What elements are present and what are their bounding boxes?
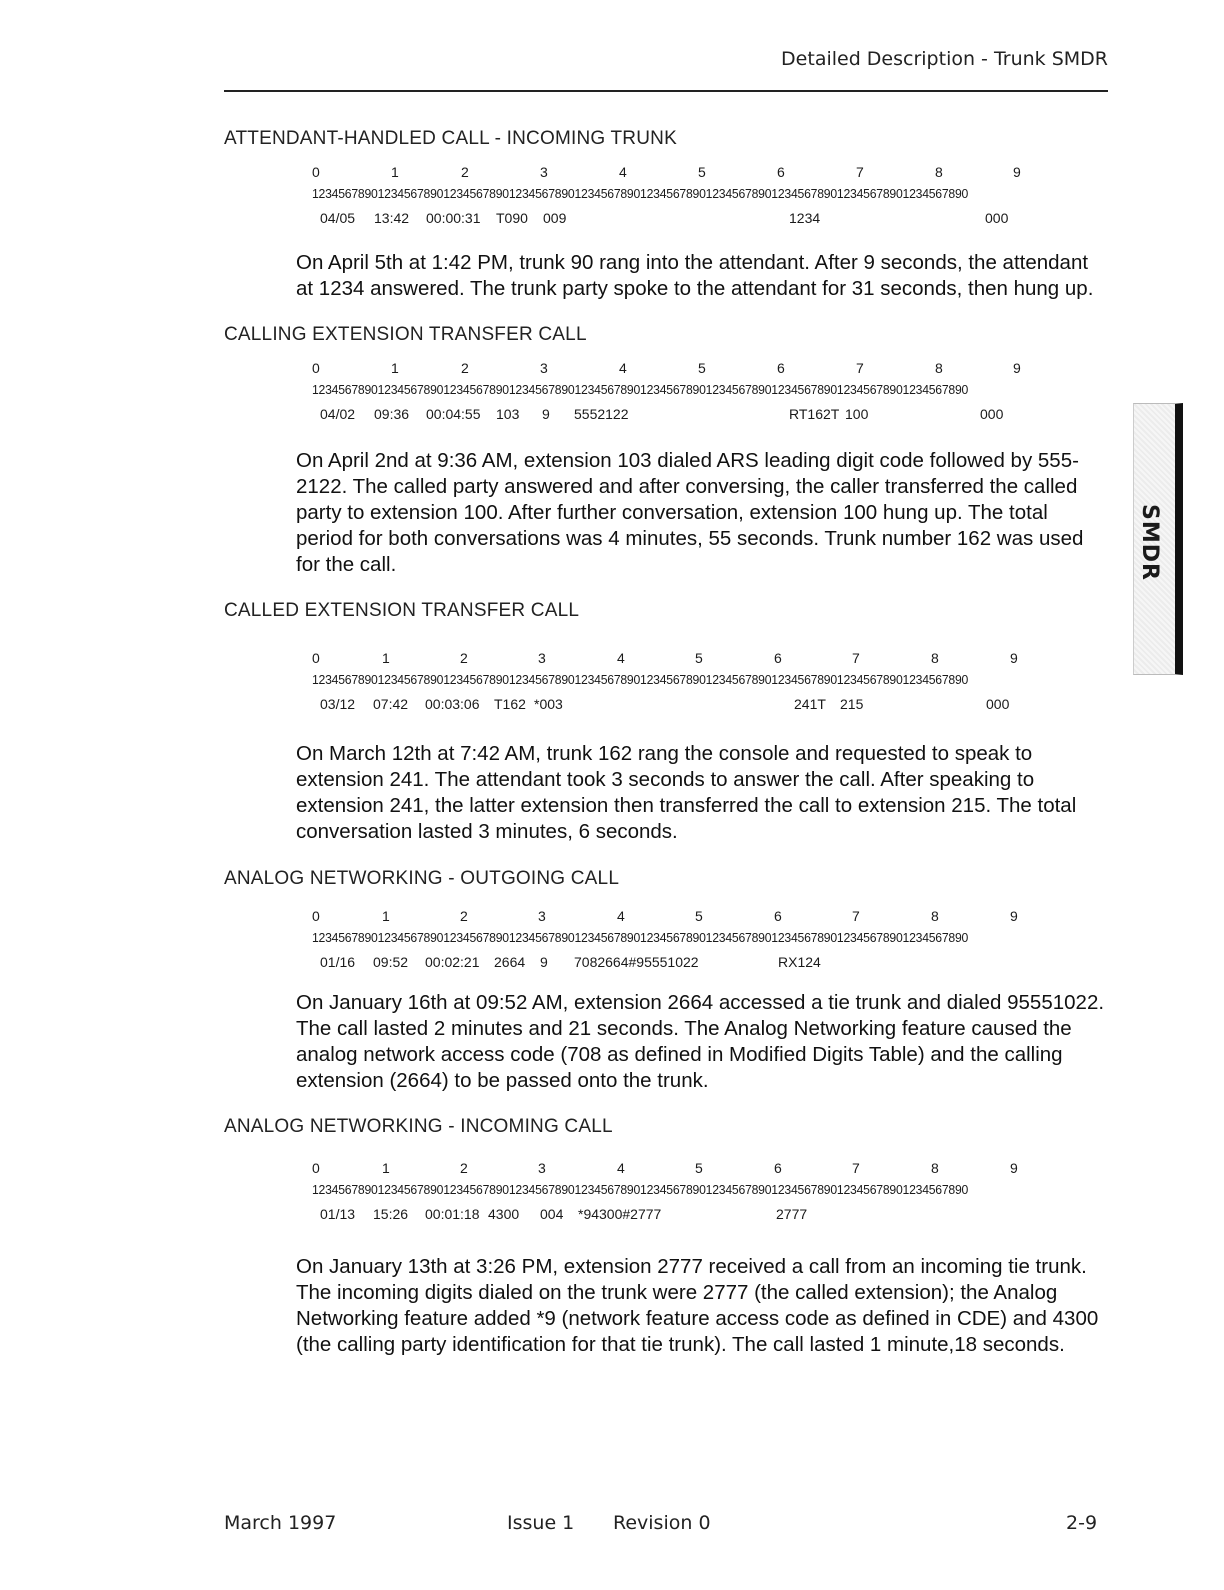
footer-issue: Issue 1 [507, 1512, 575, 1534]
ruler-line: 1234567890123456789012345678901234567890123456789012345678901234567890123456789012345678901234567890 [312, 930, 969, 945]
smdr-record [312, 164, 1032, 232]
side-tab [1133, 403, 1183, 675]
section-heading: ANALOG NETWORKING - OUTGOING CALL [224, 868, 620, 889]
smdr-record [312, 908, 1032, 976]
smdr-record [312, 1160, 1032, 1228]
section-heading: CALLED EXTENSION TRANSFER CALL [224, 600, 580, 621]
footer-date: March 1997 [224, 1512, 337, 1534]
page-number: 2-9 [1066, 1512, 1098, 1534]
footer-revision: Revision 0 [613, 1512, 711, 1534]
record-data: 04/02 09:36 00:04:55 103 9 5552122 RT162T 100 000 [320, 406, 1004, 422]
smdr-record [312, 650, 1032, 718]
ruler-digits: 0 1 2 3 4 5 6 7 8 9 [312, 908, 1018, 924]
section-paragraph: On January 13th at 3:26 PM, extension 2777 received a call from an incoming tie trunk. The incoming digits dialed on the trunk were 2777 (the called extension); the Analog Networking feature added *9 (network feature access code as defined in CDE) and 4300 (the calling party identification for that tie trunk). The call lasted 1 minute,18 seconds. [296, 1255, 1099, 1356]
smdr-record [312, 360, 1032, 428]
ruler-digits: 0 1 2 3 4 5 6 7 8 9 [312, 1160, 1018, 1176]
ruler-line: 1234567890123456789012345678901234567890123456789012345678901234567890123456789012345678901234567890 [312, 1182, 969, 1197]
ruler-digits: 0 1 2 3 4 5 6 7 8 9 [312, 650, 1018, 666]
record-data: 04/05 13:42 00:00:31 T090 009 1234 000 [320, 210, 1009, 226]
ruler-line: 1234567890123456789012345678901234567890123456789012345678901234567890123456789012345678901234567890 [312, 672, 969, 687]
record-data: 01/13 15:26 00:01:18 4300 004 *94300#2777 2777 [320, 1206, 808, 1222]
page-header [224, 44, 1108, 92]
ruler-digits: 0 1 2 3 4 5 6 7 8 9 [312, 360, 1021, 376]
section-paragraph: On March 12th at 7:42 AM, trunk 162 rang the console and requested to speak to extension 241. The attendant took 3 seconds to answer the call. After speaking to extension 241, the latter extension then transferred the call to extension 215. The total conversation lasted 3 minutes, 6 seconds. [296, 742, 1077, 843]
section-paragraph: On April 5th at 1:42 PM, trunk 90 rang into the attendant. After 9 seconds, the attendant at 1234 answered. The trunk party spoke to the attendant for 31 seconds, then hung up. [296, 251, 1094, 300]
record-data: 03/12 07:42 00:03:06 T162 *003 241T 215 000 [320, 696, 1010, 712]
section-paragraph: On January 16th at 09:52 AM, extension 2664 accessed a tie trunk and dialed 95551022. The call lasted 2 minutes and 21 seconds. The Analog Networking feature caused the analog network access code (708 as defined in Modified Digits Table) and the calling extension (2664) to be passed onto the trunk. [296, 991, 1105, 1092]
ruler-line: 1234567890123456789012345678901234567890123456789012345678901234567890123456789012345678901234567890 [312, 186, 969, 201]
section-heading: ATTENDANT-HANDLED CALL - INCOMING TRUNK [224, 128, 677, 149]
record-data: 01/16 09:52 00:02:21 2664 9 7082664#95551022 RX124 [320, 954, 821, 970]
side-tab-label-box [1137, 504, 1172, 581]
section-heading: ANALOG NETWORKING - INCOMING CALL [224, 1116, 613, 1137]
side-tab-label: SMDR [1137, 504, 1162, 581]
ruler-line: 1234567890123456789012345678901234567890123456789012345678901234567890123456789012345678901234567890 [312, 382, 969, 397]
ruler-digits: 0 1 2 3 4 5 6 7 8 9 [312, 164, 1021, 180]
section-paragraph: On April 2nd at 9:36 AM, extension 103 dialed ARS leading digit code followed by 555-2122. The called party answered and after conversing, the caller transferred the called party to extension 100. After further conversation, extension 100 hung up. The total period for both conversations was 4 minutes, 55 seconds. Trunk number 162 was used for the call. [296, 449, 1084, 576]
header-title: Detailed Description - Trunk SMDR [781, 48, 1108, 70]
section-heading: CALLING EXTENSION TRANSFER CALL [224, 324, 587, 345]
